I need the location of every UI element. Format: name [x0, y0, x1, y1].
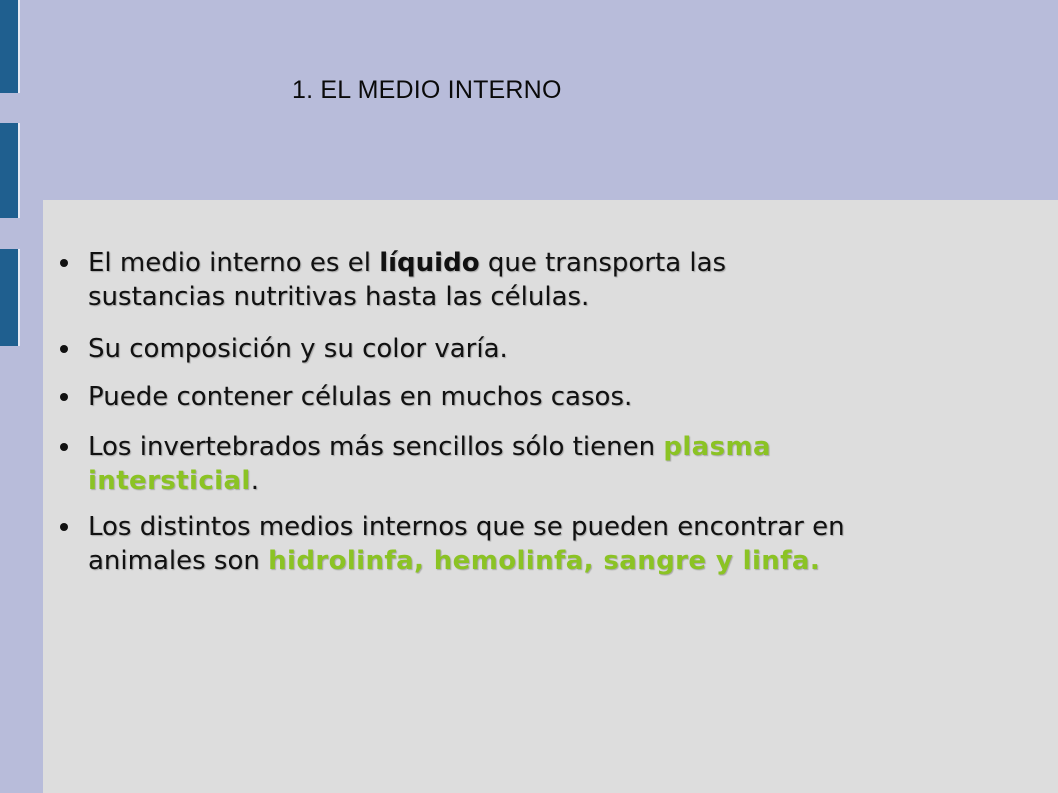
accent-bar-bottom: [0, 249, 20, 346]
bullet-text: Puede contener células en muchos casos.: [88, 382, 633, 412]
bullet-item: [50, 332, 850, 366]
bullet-text-pre: El medio interno es el: [88, 248, 380, 278]
bullet-item: [50, 430, 850, 498]
bullet-text-post: que transporta las sustancias nutritivas hasta las células.: [88, 248, 727, 312]
bullet-text-pre: Los invertebrados más sencillos sólo tienen: [88, 432, 664, 462]
bullet-dot-icon: [60, 443, 68, 451]
bullet-dot-icon: [60, 259, 68, 267]
bullet-dot-icon: [60, 393, 68, 401]
bullet-text-bold: líquido: [379, 248, 480, 278]
bullet-dot-icon: [60, 345, 68, 353]
bullet-text-post: .: [250, 466, 259, 496]
bullet-item: [50, 246, 850, 314]
bullet-dot-icon: [60, 523, 68, 531]
bullet-list: [50, 246, 850, 578]
bullet-highlight: hidrolinfa, hemolinfa, sangre y linfa: [268, 546, 810, 576]
bullet-text-post: .: [809, 546, 821, 576]
bullet-highlight: plasma intersticial: [88, 432, 771, 496]
slide-title: 1. EL MEDIO INTERNO: [292, 76, 562, 104]
bullet-item: [50, 380, 850, 414]
bullet-text: Su composición y su color varía.: [88, 334, 508, 364]
bullet-text-pre: Los distintos medios internos que se pueden encontrar en animales son: [88, 512, 845, 576]
accent-bar-middle: [0, 123, 20, 218]
accent-bar-top: [0, 0, 20, 93]
bullet-item: [50, 510, 850, 578]
